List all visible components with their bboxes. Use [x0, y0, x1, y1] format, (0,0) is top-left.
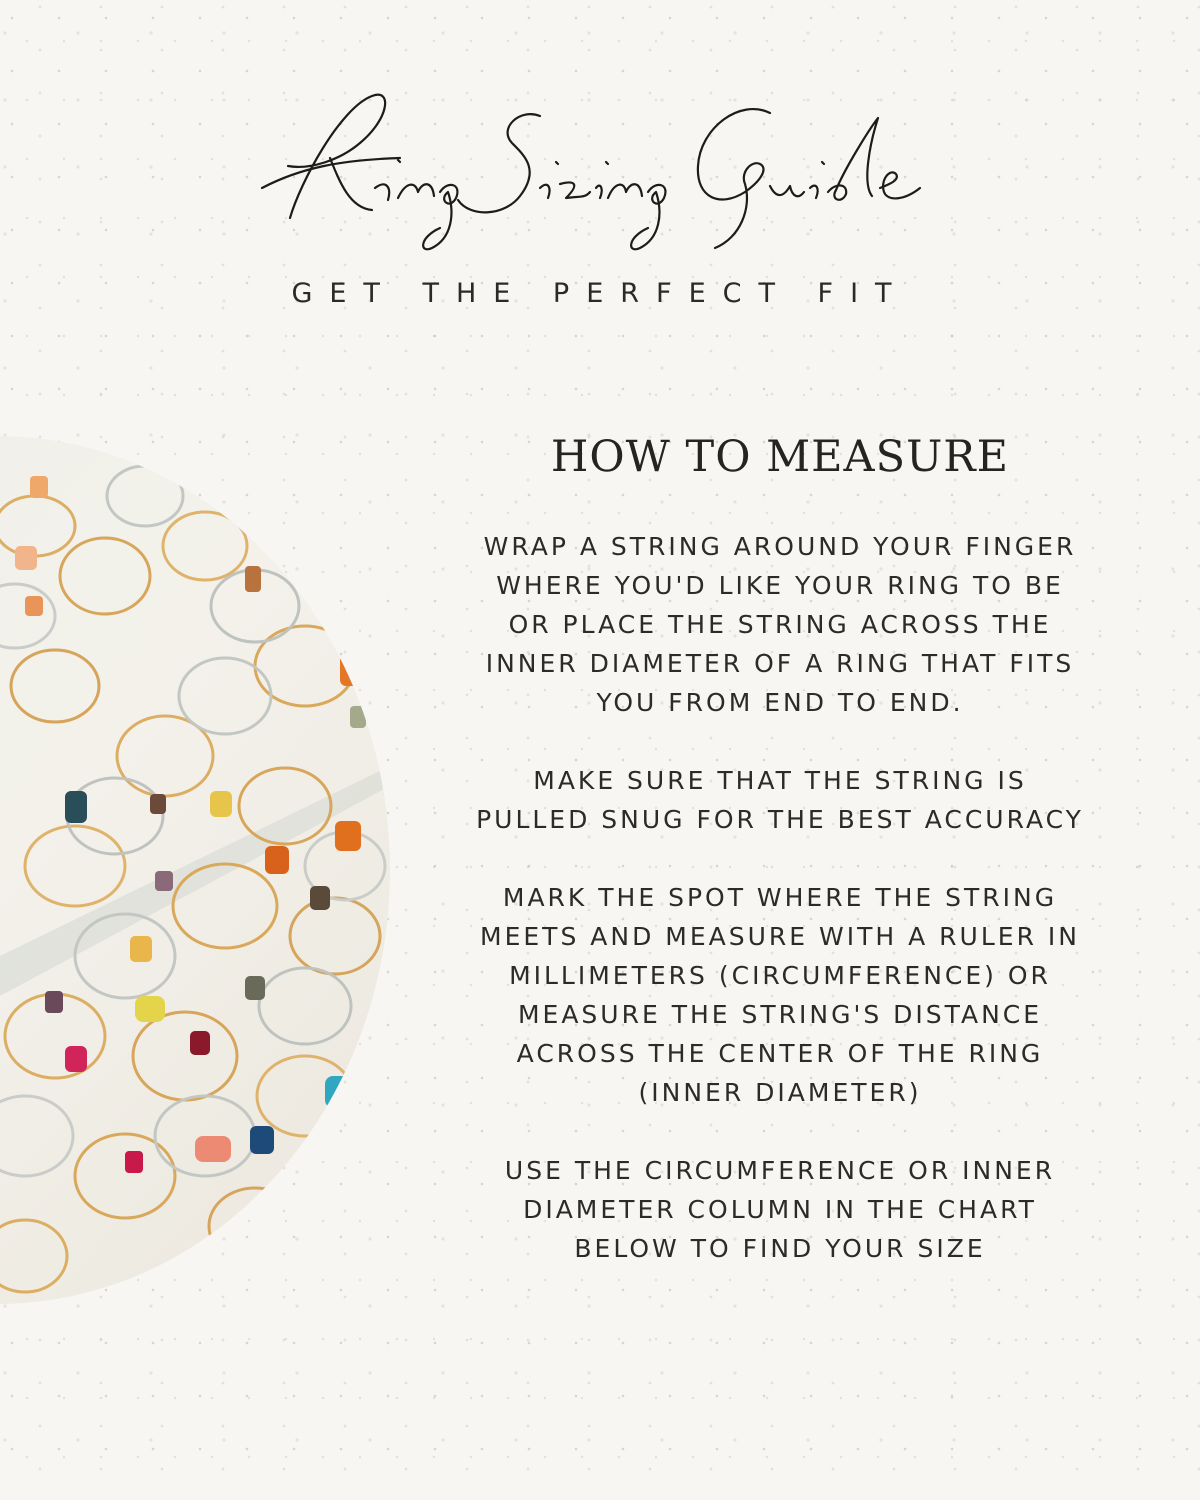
instruction-line: MEETS AND MEASURE WITH A RULER IN [480, 922, 1080, 951]
instruction-paragraph [426, 527, 1134, 722]
instruction-line: DIAMETER COLUMN IN THE CHART [523, 1195, 1037, 1224]
instruction-line: MAKE SURE THAT THE STRING IS [533, 766, 1027, 795]
instruction-line: BELOW TO FIND YOUR SIZE [574, 1234, 986, 1263]
instruction-line: MARK THE SPOT WHERE THE STRING [502, 883, 1058, 912]
instruction-line: WHERE YOU'D LIKE YOUR RING TO BE [496, 571, 1064, 600]
rings-photo [0, 436, 390, 1304]
instruction-line: (INNER DIAMETER) [638, 1078, 922, 1107]
script-title [0, 88, 1200, 258]
instruction-line: MILLIMETERS (CIRCUMFERENCE) OR [509, 961, 1051, 990]
how-to-measure-heading: HOW TO MEASURE [550, 432, 1010, 482]
instruction-line: OR PLACE THE STRING ACROSS THE [508, 610, 1052, 639]
instruction-line: INNER DIAMETER OF A RING THAT FITS [485, 649, 1075, 678]
instruction-paragraph [426, 1151, 1134, 1268]
instruction-paragraph [426, 761, 1134, 839]
instruction-line: PULLED SNUG FOR THE BEST ACCURACY [476, 805, 1084, 834]
instruction-line: USE THE CIRCUMFERENCE OR INNER [504, 1156, 1056, 1185]
subtitle: GET THE PERFECT FIT [291, 278, 909, 309]
instruction-line: WRAP A STRING AROUND YOUR FINGER [483, 532, 1077, 561]
instruction-line: YOU FROM END TO END. [596, 688, 964, 717]
instruction-paragraph [426, 878, 1134, 1112]
instruction-line: ACROSS THE CENTER OF THE RING [516, 1039, 1044, 1068]
instruction-line: MEASURE THE STRING'S DISTANCE [517, 1000, 1043, 1029]
